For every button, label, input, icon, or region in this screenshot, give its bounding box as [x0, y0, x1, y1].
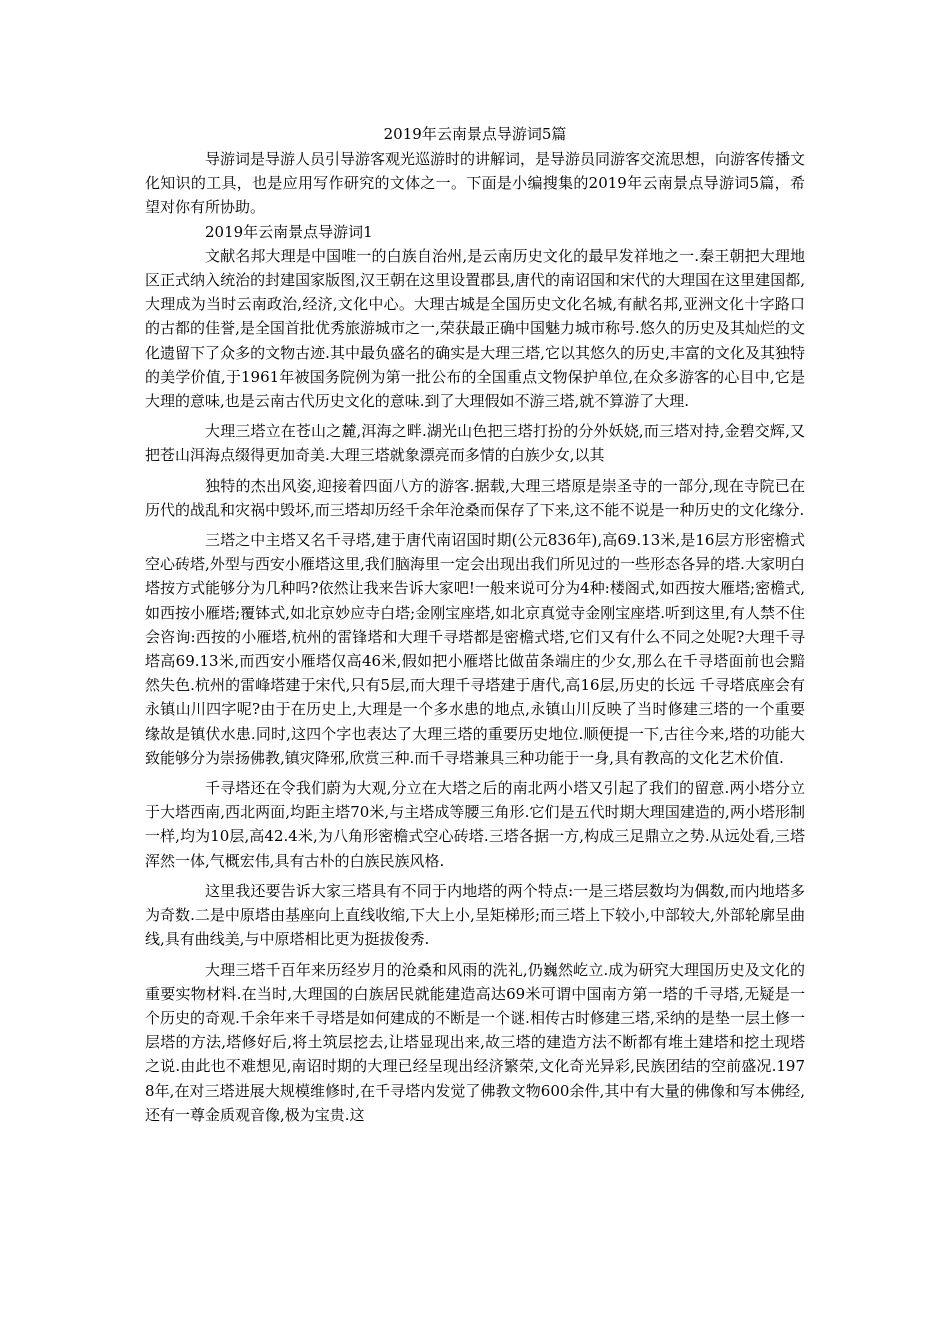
body-paragraph: 大理三塔千百年来历经岁月的沧桑和风雨的洗礼,仍巍然屹立.成为研究大理国历史及文化的重要实物材料.在当时,大理国的白族居民就能建造高达69米可谓中国南方第一塔的千寻塔,无疑是一个历史的奇观.千余年来千寻塔是如何建成的不断是一个谜.相传古时修建三塔,采纳的是垫一层土修一层塔的方法,塔修好后,将土筑层挖去,让塔显现出来,故三塔的建造方法不断都有堆土建塔和挖土现塔之说.由此也不难想见,南诏时期的大理已经呈现出经济繁荣,文化奇光异彩,民族团结的空前盛况.1978年,在对三塔进展大规模维修时,在千寻塔内发觉了佛教文物600余件,其中有大量的佛像和写本佛经,还有一尊金质观音像,极为宝贵.这 [145, 960, 805, 1124]
body-paragraph: 独特的杰出风姿,迎接着四面八方的游客.据载,大理三塔原是崇圣寺的一部分,现在寺院已在历代的战乱和灾祸中毁坏,而三塔却历经千余年沧桑而保存了下来,这不能不说是一种历史的文化缘分. [145, 476, 805, 519]
body-paragraph: 千寻塔还在令我们蔚为大观,分立在大塔之后的南北两小塔又引起了我们的留意.两小塔分立于大塔西南,西北两面,均距主塔70米,与主塔成等腰三角形.它们是五代时期大理国建造的,两小塔形制一样,均为10层,高42.4米,为八角形密檐式空心砖塔.三塔各据一方,构成三足鼎立之势.从远处看,三塔浑然一体,气概宏伟,具有古朴的白族民族风格. [145, 779, 805, 870]
document-page [145, 122, 805, 1127]
body-paragraph: 文献名邦大理是中国唯一的白族自治州,是云南历史文化的最早发祥地之一.秦王朝把大理地区正式纳入统治的封建国家版图,汉王朝在这里设置郡县,唐代的南诏国和宋代的大理国在这里建国都,大理成为当时云南政治,经济,文化中心。大理古城是全国历史文化名城,有献名邦,亚洲文化十字路口的古都的佳誉,是全国首批优秀旅游城市之一,荣获最正确中国魅力城市称号.悠久的历史及其灿烂的文化遗留下了众多的文物古迹.其中最负盛名的确实是大理三塔,它以其悠久的历史,丰富的文化及其独特的美学价值,于1961年被国务院例为第一批公布的全国重点文物保护单位,在众多游客的心目中,它是大理的意味,也是云南古代历史文化的意味.到了大理假如不游三塔,就不算游了大理. [145, 246, 805, 411]
section-heading-1: 2019年云南景点导游词1 [205, 222, 373, 241]
body-paragraph: 大理三塔立在苍山之麓,洱海之畔.湖光山色把三塔打扮的分外妖娆,而三塔对持,金碧交辉,又把苍山洱海点缀得更加奇美.大理三塔就象漂亮而多情的白族少女,以其 [145, 422, 805, 465]
document-title: 2019年云南景点导游词5篇 [383, 125, 567, 143]
body-paragraph: 三塔之中主塔又名千寻塔,建于唐代南诏国时期(公元836年),高69.13米,是16层方形密檐式空心砖塔,外型与西安小雁塔这里,我们脑海里一定会出现出我们所见过的一些形态各异的塔.大家明白塔按方式能够分为几种吗?依然让我来告诉大家吧!一般来说可分为4种:楼阁式,如西按大雁塔;密檐式,如西按小雁塔;覆钵式,如北京妙应寺白塔;金刚宝座塔,如北京真觉寺金刚宝座塔.听到这里,有人禁不住会咨询:西按的小雁塔,杭州的雷锋塔和大理千寻塔都是密檐式塔,它们又有什么不同之处呢?大理千寻塔高69.13米,而西安小雁塔仅高46米,假如把小雁塔比做苗条端庄的少女,那么在千寻塔面前也会黯然失色.杭州的雷峰塔建于宋代,只有5层,而大理千寻塔建于唐代,高16层,历史的长远 千寻塔底座会有永镇山川四字呢?由于在历史上,大理是一个多水患的地点,永镇山川反映了当时修建三塔的一个重要缘故是镇伏水患.同时,这四个字也表达了大理三塔的重要历史地位.顺便提一下,古往今来,塔的功能大致能够分为崇扬佛教,镇灾降邪,欣赏三种.而千寻塔兼具三种功能于一身,具有教高的文化艺术价值. [145, 531, 805, 767]
intro-paragraph: 导游词是导游人员引导游客观光巡游时的讲解词，是导游员同游客交流思想，向游客传播文化知识的工具，也是应用写作研究的文体之一。下面是小编搜集的2019年云南景点导游词5篇，希望对你有所协助。 [145, 150, 806, 217]
body-paragraph: 这里我还要告诉大家三塔具有不同于内地塔的两个特点:一是三塔层数均为偶数,而内地塔多为奇数.二是中原塔由基座向上直线收缩,下大上小,呈矩梯形;而三塔上下较小,中部较大,外部轮廓呈曲线,具有曲线美,与中原塔相比更为挺拔俊秀. [145, 881, 805, 949]
